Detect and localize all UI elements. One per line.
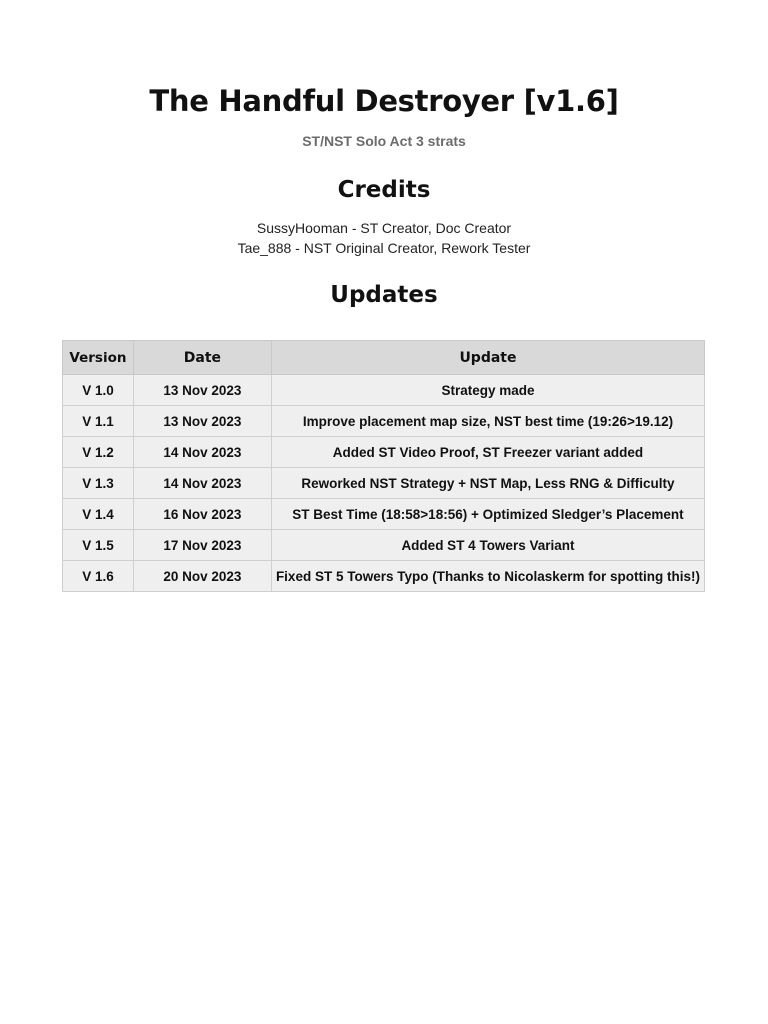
table-row xyxy=(63,530,705,561)
version-cell: V 1.4 xyxy=(63,499,134,530)
date-cell: 14 Nov 2023 xyxy=(133,468,271,499)
update-cell: ST Best Time (18:58>18:56) + Optimized Sledger’s Placement xyxy=(271,499,704,530)
credits-list xyxy=(0,218,768,258)
updates-heading: Updates xyxy=(330,282,438,308)
document-subtitle: ST/NST Solo Act 3 strats xyxy=(302,133,466,149)
table-row xyxy=(63,375,705,406)
version-cell: V 1.6 xyxy=(63,561,134,592)
table-row xyxy=(63,468,705,499)
date-cell: 13 Nov 2023 xyxy=(133,375,271,406)
updates-table xyxy=(62,340,705,592)
table-header-row xyxy=(63,341,705,375)
version-cell: V 1.3 xyxy=(63,468,134,499)
date-cell: 20 Nov 2023 xyxy=(133,561,271,592)
column-header-update: Update xyxy=(271,341,704,375)
version-cell: V 1.2 xyxy=(63,437,134,468)
table-row xyxy=(63,406,705,437)
column-header-version: Version xyxy=(63,341,134,375)
update-cell: Added ST 4 Towers Variant xyxy=(271,530,704,561)
update-cell: Added ST Video Proof, ST Freezer variant added xyxy=(271,437,704,468)
date-cell: 14 Nov 2023 xyxy=(133,437,271,468)
update-cell: Improve placement map size, NST best time (19:26>19.12) xyxy=(271,406,704,437)
date-cell: 17 Nov 2023 xyxy=(133,530,271,561)
table-row xyxy=(63,437,705,468)
document-title: The Handful Destroyer [v1.6] xyxy=(149,84,619,118)
update-cell: Reworked NST Strategy + NST Map, Less RNG & Difficulty xyxy=(271,468,704,499)
version-cell: V 1.5 xyxy=(63,530,134,561)
column-header-date: Date xyxy=(133,341,271,375)
version-cell: V 1.0 xyxy=(63,375,134,406)
update-cell: Strategy made xyxy=(271,375,704,406)
date-cell: 13 Nov 2023 xyxy=(133,406,271,437)
credits-heading: Credits xyxy=(337,177,431,203)
update-cell: Fixed ST 5 Towers Typo (Thanks to Nicolaskerm for spotting this!) xyxy=(271,561,704,592)
credit-line: SussyHooman - ST Creator, Doc Creator xyxy=(256,220,512,236)
date-cell: 16 Nov 2023 xyxy=(133,499,271,530)
credit-line: Tae_888 - NST Original Creator, Rework Tester xyxy=(237,240,531,256)
version-cell: V 1.1 xyxy=(63,406,134,437)
table-row xyxy=(63,499,705,530)
table-row xyxy=(63,561,705,592)
